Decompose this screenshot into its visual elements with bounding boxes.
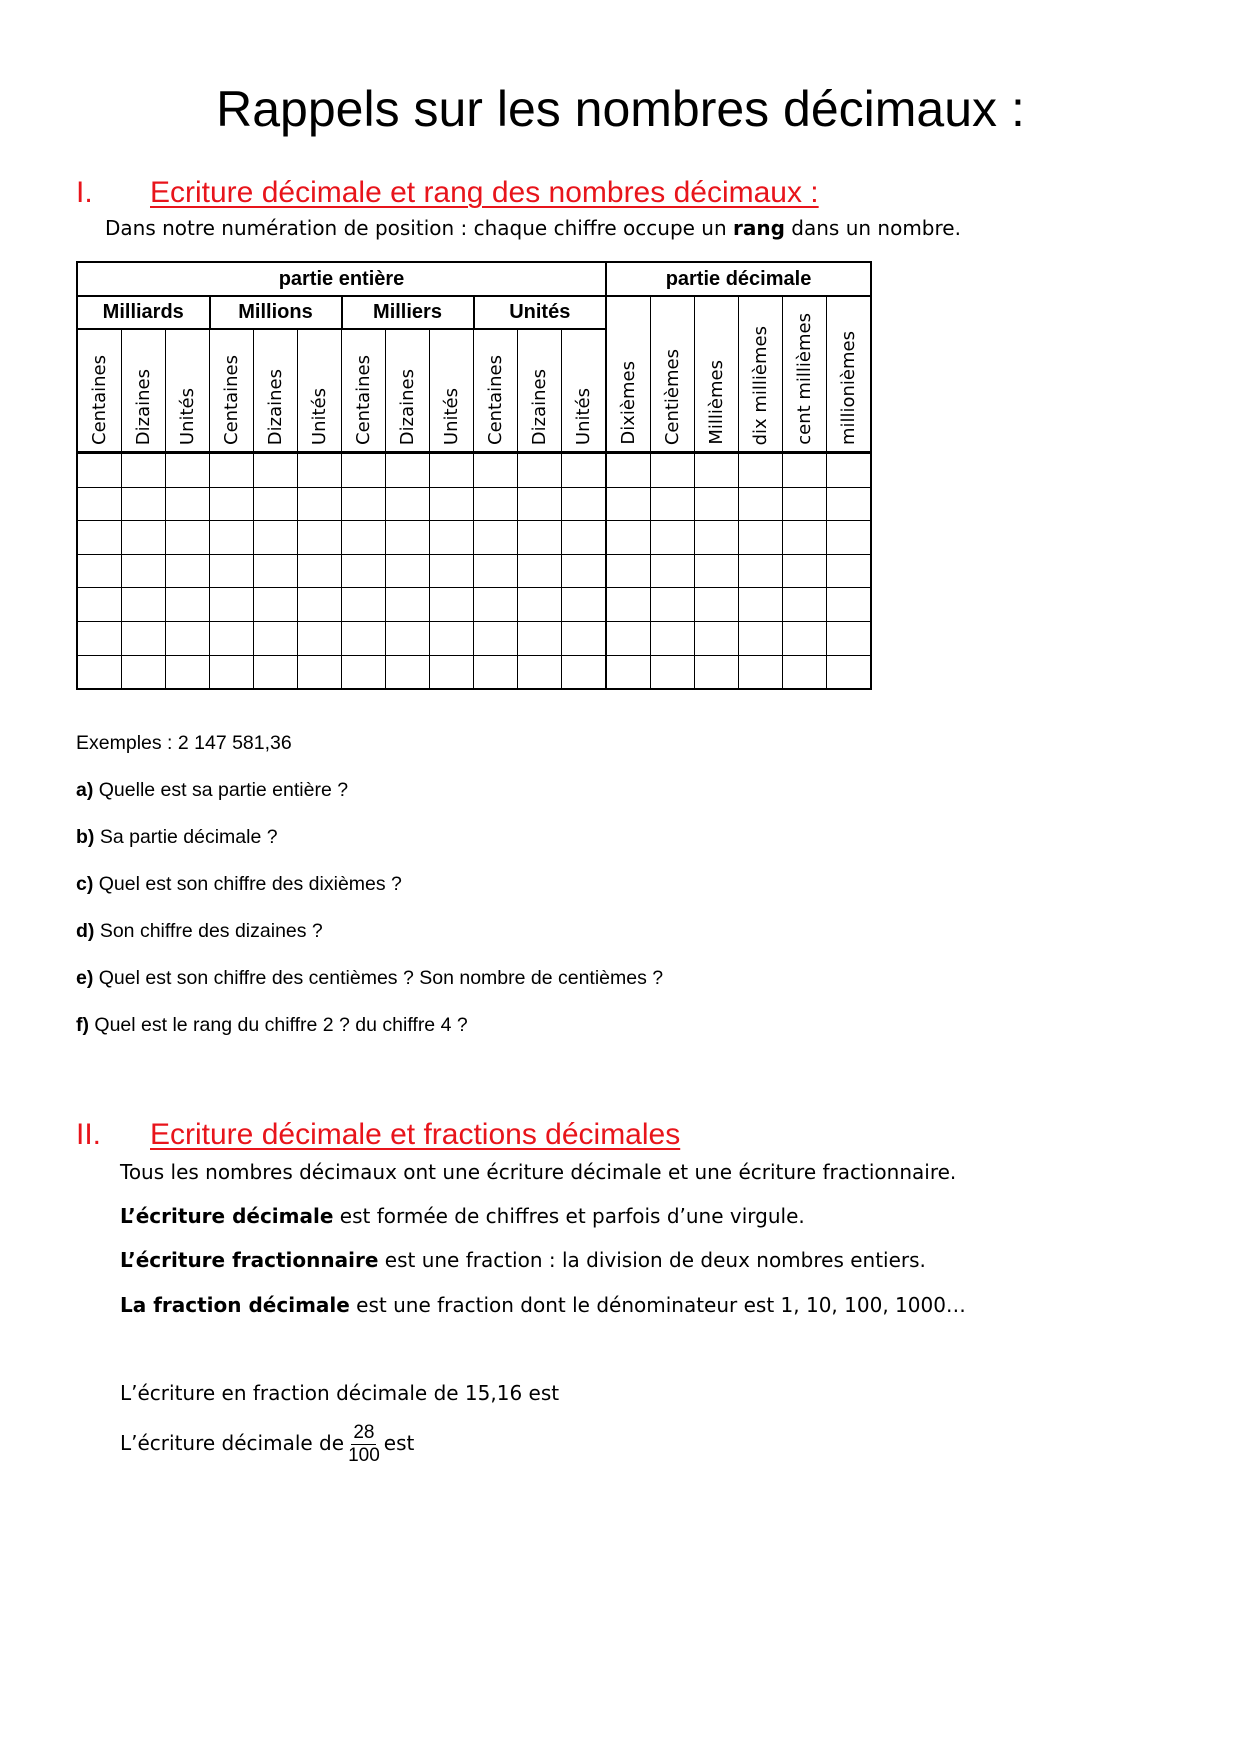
empty-cell <box>386 453 430 488</box>
question-letter: a) <box>76 779 94 801</box>
empty-cell <box>122 487 166 521</box>
exercise-text: L’écriture décimale de <box>120 1431 345 1455</box>
column-label: Millièmes <box>706 360 727 445</box>
empty-cell <box>562 521 607 555</box>
place-value-table <box>76 261 872 690</box>
empty-cell <box>474 621 518 655</box>
empty-cell <box>606 487 651 521</box>
group-header: Millions <box>210 296 342 329</box>
intro-part: Dans notre numération de position : chaque chiffre occupe un <box>105 216 734 240</box>
question-text: Quelle est sa partie entière ? <box>93 779 349 801</box>
definition-line <box>120 1248 926 1272</box>
table-row <box>77 621 871 655</box>
empty-cell <box>518 655 562 689</box>
intro-bold: rang <box>733 216 785 240</box>
empty-cell <box>783 453 827 488</box>
table-row <box>77 453 871 488</box>
column-label: Centièmes <box>662 348 683 445</box>
question-text: Sa partie décimale ? <box>94 826 278 848</box>
empty-cell <box>827 621 872 655</box>
empty-cell <box>342 521 386 555</box>
empty-cell <box>783 554 827 588</box>
empty-cell <box>342 487 386 521</box>
decimal-column-header <box>739 296 783 453</box>
empty-cell <box>166 554 210 588</box>
empty-cell <box>474 554 518 588</box>
empty-cell <box>298 487 342 521</box>
empty-cell <box>210 554 254 588</box>
empty-cell <box>651 655 695 689</box>
empty-cell <box>386 487 430 521</box>
question-letter: c) <box>76 873 94 895</box>
integer-column-header <box>298 329 342 453</box>
empty-cell <box>651 621 695 655</box>
table-row <box>77 521 871 555</box>
column-label: Unités <box>573 387 594 445</box>
empty-cell <box>166 621 210 655</box>
empty-cell <box>430 655 474 689</box>
integer-column-header <box>210 329 254 453</box>
table-row <box>77 554 871 588</box>
column-label: Unités <box>309 387 330 445</box>
empty-cell <box>739 655 783 689</box>
question-letter: f) <box>76 1014 89 1036</box>
empty-cell <box>386 655 430 689</box>
definition-line <box>120 1204 805 1228</box>
empty-cell <box>298 655 342 689</box>
integer-column-header <box>518 329 562 453</box>
integer-column-header <box>166 329 210 453</box>
empty-cell <box>342 554 386 588</box>
integer-column-header <box>386 329 430 453</box>
question-letter: b) <box>76 826 95 848</box>
empty-cell <box>122 554 166 588</box>
empty-cell <box>474 588 518 622</box>
question <box>76 967 663 990</box>
definition-line: Tous les nombres décimaux ont une écriture décimale et une écriture fractionnaire. <box>120 1160 957 1184</box>
column-label: Unités <box>441 387 462 445</box>
column-label: Dizaines <box>133 368 154 445</box>
question <box>76 920 323 943</box>
empty-cell <box>386 621 430 655</box>
empty-cell <box>298 453 342 488</box>
integer-column-header <box>562 329 607 453</box>
empty-cell <box>166 588 210 622</box>
question <box>76 779 348 802</box>
table-row <box>77 588 871 622</box>
empty-cell <box>254 621 298 655</box>
decimal-column-header <box>651 296 695 453</box>
empty-cell <box>474 521 518 555</box>
question-letter: e) <box>76 967 94 989</box>
empty-cell <box>430 487 474 521</box>
empty-cell <box>166 453 210 488</box>
empty-cell <box>518 554 562 588</box>
empty-cell <box>254 521 298 555</box>
column-label: cent millièmes <box>794 313 815 445</box>
question-text: Quel est son chiffre des centièmes ? Son nombre de centièmes ? <box>93 967 664 989</box>
empty-cell <box>562 621 607 655</box>
empty-cell <box>298 521 342 555</box>
term: L’écriture fractionnaire <box>120 1248 379 1272</box>
question-text: Quel est le rang du chiffre 2 ? du chiffre 4 ? <box>89 1014 468 1036</box>
empty-cell <box>739 453 783 488</box>
empty-cell <box>474 655 518 689</box>
empty-cell <box>430 521 474 555</box>
empty-cell <box>651 588 695 622</box>
empty-cell <box>827 588 872 622</box>
empty-cell <box>739 588 783 622</box>
definition: est une fraction dont le dénominateur est 1, 10, 100, 1000… <box>349 1293 966 1317</box>
empty-cell <box>606 621 651 655</box>
empty-cell <box>606 554 651 588</box>
empty-cell <box>77 621 122 655</box>
empty-cell <box>166 521 210 555</box>
group-header: Unités <box>474 296 607 329</box>
empty-cell <box>783 487 827 521</box>
column-label: Dixièmes <box>618 361 639 445</box>
empty-cell <box>386 588 430 622</box>
empty-cell <box>254 453 298 488</box>
definition-line <box>120 1293 966 1317</box>
term: La fraction décimale <box>120 1293 350 1317</box>
intro-part: dans un nombre. <box>784 216 961 240</box>
section-title: Ecriture décimale et fractions décimales <box>150 1118 681 1151</box>
empty-cell <box>606 655 651 689</box>
empty-cell <box>386 521 430 555</box>
empty-cell <box>783 655 827 689</box>
question-letter: d) <box>76 920 95 942</box>
empty-cell <box>77 453 122 488</box>
empty-cell <box>77 554 122 588</box>
empty-cell <box>827 554 872 588</box>
empty-cell <box>298 554 342 588</box>
empty-cell <box>430 453 474 488</box>
empty-cell <box>783 621 827 655</box>
empty-cell <box>122 453 166 488</box>
empty-cell <box>77 521 122 555</box>
empty-cell <box>695 655 739 689</box>
empty-cell <box>651 487 695 521</box>
question-text: Son chiffre des dizaines ? <box>94 920 323 942</box>
empty-cell <box>562 655 607 689</box>
integer-column-header <box>430 329 474 453</box>
column-label: Centaines <box>89 355 110 445</box>
column-label: dix millièmes <box>750 325 771 445</box>
empty-cell <box>518 621 562 655</box>
empty-cell <box>210 487 254 521</box>
empty-cell <box>122 588 166 622</box>
empty-cell <box>695 453 739 488</box>
intro-text <box>105 216 961 240</box>
empty-cell <box>77 655 122 689</box>
decimal-column-header <box>606 296 651 453</box>
empty-cell <box>342 655 386 689</box>
empty-cell <box>342 453 386 488</box>
empty-cell <box>166 487 210 521</box>
empty-cell <box>518 453 562 488</box>
integer-part-header: partie entière <box>77 262 606 296</box>
empty-cell <box>210 588 254 622</box>
empty-cell <box>606 453 651 488</box>
column-label: Centaines <box>485 355 506 445</box>
empty-cell <box>254 554 298 588</box>
empty-cell <box>827 655 872 689</box>
empty-cell <box>342 621 386 655</box>
empty-cell <box>210 521 254 555</box>
empty-cell <box>122 655 166 689</box>
empty-cell <box>827 453 872 488</box>
exercise-text: est <box>383 1431 415 1455</box>
question <box>76 1014 468 1037</box>
question <box>76 873 402 896</box>
empty-cell <box>166 655 210 689</box>
empty-cell <box>430 588 474 622</box>
page-title: Rappels sur les nombres décimaux : <box>216 81 1025 137</box>
column-label: Centaines <box>353 355 374 445</box>
integer-column-header <box>474 329 518 453</box>
empty-cell <box>651 521 695 555</box>
empty-cell <box>386 554 430 588</box>
empty-cell <box>606 588 651 622</box>
column-label: Dizaines <box>265 368 286 445</box>
empty-cell <box>474 453 518 488</box>
integer-column-header <box>254 329 298 453</box>
section-number: I. <box>76 176 93 209</box>
empty-cell <box>739 621 783 655</box>
decimal-part-header: partie décimale <box>606 262 871 296</box>
empty-cell <box>518 588 562 622</box>
empty-cell <box>210 621 254 655</box>
group-header: Milliers <box>342 296 474 329</box>
empty-cell <box>783 521 827 555</box>
decimal-column-header <box>783 296 827 453</box>
definition: est une fraction : la division de deux nombres entiers. <box>378 1248 926 1272</box>
empty-cell <box>783 588 827 622</box>
column-label: millionièmes <box>838 330 859 445</box>
empty-cell <box>827 487 872 521</box>
empty-cell <box>77 588 122 622</box>
exercise-line: L’écriture en fraction décimale de 15,16 est <box>120 1381 560 1405</box>
empty-cell <box>562 554 607 588</box>
empty-cell <box>562 453 607 488</box>
empty-cell <box>695 554 739 588</box>
empty-cell <box>210 655 254 689</box>
question <box>76 826 278 849</box>
group-header: Milliards <box>77 296 210 329</box>
empty-cell <box>651 554 695 588</box>
empty-cell <box>695 621 739 655</box>
empty-cell <box>739 521 783 555</box>
numerator: 28 <box>353 1422 375 1443</box>
empty-cell <box>518 521 562 555</box>
column-label: Dizaines <box>397 368 418 445</box>
integer-column-header <box>122 329 166 453</box>
empty-cell <box>518 487 562 521</box>
decimal-column-header <box>695 296 739 453</box>
section-title: Ecriture décimale et rang des nombres décimaux : <box>150 176 819 209</box>
empty-cell <box>430 554 474 588</box>
empty-cell <box>122 521 166 555</box>
integer-column-header <box>77 329 122 453</box>
exercise-line <box>120 1422 414 1467</box>
column-label: Dizaines <box>529 368 550 445</box>
empty-cell <box>739 487 783 521</box>
empty-cell <box>606 521 651 555</box>
denominator: 100 <box>348 1445 380 1466</box>
empty-cell <box>122 621 166 655</box>
empty-cell <box>254 655 298 689</box>
examples-label: Exemples : 2 147 581,36 <box>76 732 292 754</box>
empty-cell <box>739 554 783 588</box>
column-label: Centaines <box>221 355 242 445</box>
empty-cell <box>695 588 739 622</box>
empty-cell <box>430 621 474 655</box>
empty-cell <box>298 621 342 655</box>
empty-cell <box>562 487 607 521</box>
empty-cell <box>695 487 739 521</box>
empty-cell <box>562 588 607 622</box>
table-row <box>77 487 871 521</box>
empty-cell <box>77 487 122 521</box>
empty-cell <box>254 588 298 622</box>
empty-cell <box>342 588 386 622</box>
integer-column-header <box>342 329 386 453</box>
term: L’écriture décimale <box>120 1204 334 1228</box>
empty-cell <box>298 588 342 622</box>
empty-cell <box>474 487 518 521</box>
table-row <box>77 655 871 689</box>
column-label: Unités <box>177 387 198 445</box>
empty-cell <box>695 521 739 555</box>
definition: est formée de chiffres et parfois d’une virgule. <box>333 1204 805 1228</box>
empty-cell <box>827 521 872 555</box>
decimal-column-header <box>827 296 872 453</box>
empty-cell <box>254 487 298 521</box>
question-text: Quel est son chiffre des dixièmes ? <box>93 873 402 895</box>
empty-cell <box>210 453 254 488</box>
fraction <box>348 1422 380 1467</box>
empty-cell <box>651 453 695 488</box>
section-number: II. <box>76 1118 102 1151</box>
